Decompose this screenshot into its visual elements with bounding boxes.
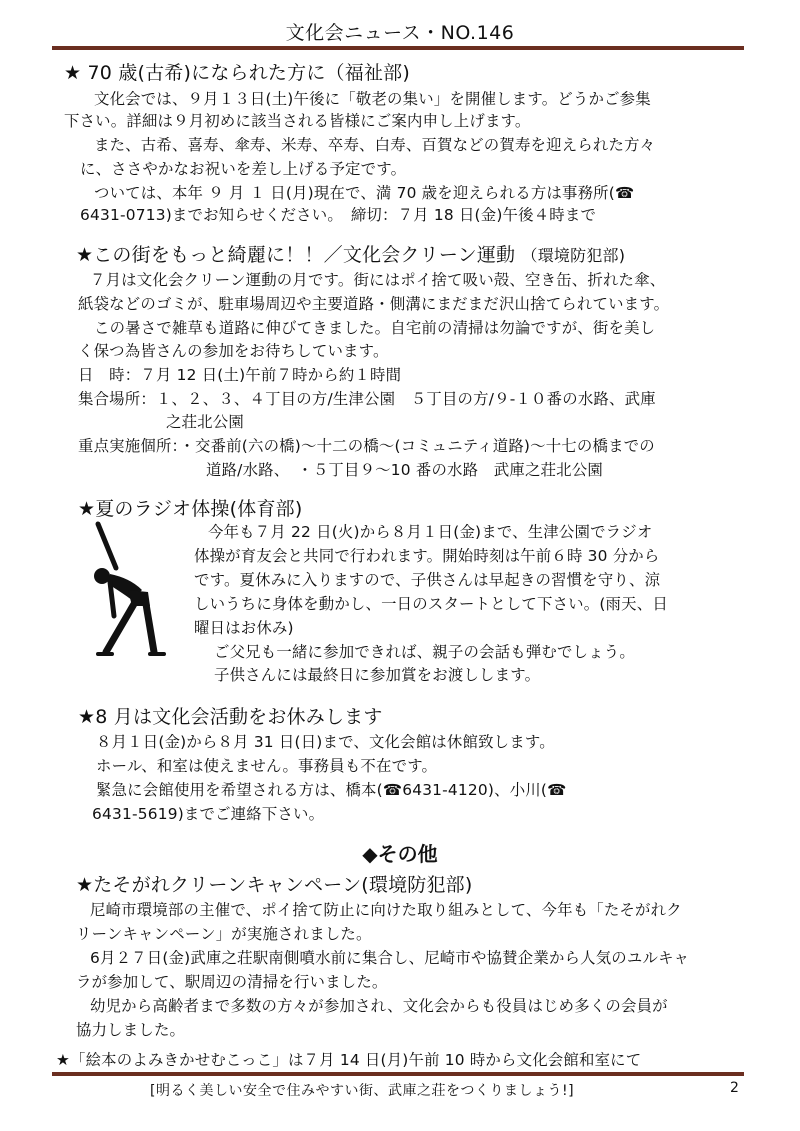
text-line: ７月は文化会クリーン運動の月です。街にはポイ捨て吸い殻、空き缶、折れた傘、 <box>90 271 666 289</box>
footer-motto: [明るく美しい安全で住みやすい街、武庫之荘をつくりましょう!] <box>150 1083 575 1099</box>
section-clean-dept: （環境防犯部) <box>521 246 626 265</box>
text-line: です。夏休みに入りますので、子供さんは早起きの習慣を守り、涼 <box>194 571 661 589</box>
text-line: 6月２７日(金)武庫之荘駅南側噴水前に集合し、尼崎市や協賛企業から人気のユルキャ <box>90 949 690 967</box>
other-heading: ◆その他 <box>362 842 438 866</box>
exercise-figure-icon <box>70 520 170 658</box>
footer-divider <box>52 1072 744 1076</box>
text-line: 緊急に会館使用を希望される方は、橋本(☎6431-4120)、小川(☎ <box>96 781 567 799</box>
text-line: 体操が育友会と共同で行われます。開始時刻は午前６時 30 分から <box>194 547 660 565</box>
text-line: 今年も７月 22 日(火)から８月１日(金)まで、生津公園でラジオ <box>208 523 653 541</box>
text-line: に、ささやかなお祝いを差し上げる予定です。 <box>80 160 407 178</box>
text-line: 6431-5619)までご連絡下さい。 <box>92 805 325 823</box>
text-line: 文化会では、９月１３日(土)午後に「敬老の集い」を開催します。どうかご参集 <box>94 90 651 108</box>
section-clean-title-text: ★この街をもっと綺麗に！！／文化会クリーン運動 <box>76 244 516 266</box>
page-number: 2 <box>730 1080 739 1096</box>
text-line: 重点実施個所：・交番前(六の橋)～十二の橋～(コミュニティ道路)～十七の橋までの <box>78 437 655 455</box>
text-line: 協力しました。 <box>76 1021 186 1039</box>
text-line: この暑さで雑草も道路に伸びてきました。自宅前の清掃は勿論ですが、街を美し <box>94 319 656 337</box>
text-line: ご父兄も一緒に参加できれば、親子の会話も弾むでしょう。 <box>214 643 635 661</box>
text-line: 下さい。詳細は９月初めに該当される皆様にご案内申し上げます。 <box>64 112 531 130</box>
text-line: また、古希、喜寿、傘寿、米寿、卒寿、白寿、百賀などの賀寿を迎えられた方々 <box>94 136 656 154</box>
text-line: ホール、和室は使えません。事務員も不在です。 <box>96 757 438 775</box>
text-line: ８月１日(金)から８月 31 日(日)まで、文化会館は休館致します。 <box>96 733 555 751</box>
text-line: く保つ為皆さんの参加をお待ちしています。 <box>78 342 389 360</box>
text-line: 子供さんには最終日に参加賞をお渡しします。 <box>214 666 541 684</box>
text-line: 幼児から高齢者まで多数の方々が参加され、文化会からも役員はじめ多くの会員が <box>90 997 668 1015</box>
text-line: 6431-0713)までお知らせください。 締切：７月 18 日(金)午後４時まで <box>80 206 597 224</box>
ehon-notice: ★「絵本のよみきかせむこっこ」は７月 14 日(月)午前 10 時から文化会館和室にて <box>56 1051 642 1069</box>
text-line: 道路/水路、 ・５丁目９～10 番の水路 武庫之荘北公園 <box>206 461 603 479</box>
text-line: ついては、本年 ９ 月 １ 日(月)現在で、満 70 歳を迎えられる方は事務所(☎ <box>94 184 635 202</box>
text-line: しいうちに身体を動かし、一日のスタートとして下さい。(雨天、日 <box>194 595 668 613</box>
section-radio-title: ★夏のラジオ体操(体育部) <box>78 498 303 520</box>
section-clean-title <box>76 240 625 267</box>
section-holiday-title: ★8 月は文化会活動をお休みします <box>78 706 383 728</box>
text-line: ラが参加して、駅周辺の清掃を行いました。 <box>76 973 388 991</box>
text-line: 之荘北公園 <box>166 413 244 431</box>
text-line: 集合場所：１、２、３、４丁目の方/生津公園 ５丁目の方/９-１０番の水路、武庫 <box>78 390 656 408</box>
section-twilight-title: ★たそがれクリーンキャンペーン(環境防犯部) <box>76 874 473 896</box>
text-line: 日 時：７月 12 日(土)午前７時から約１時間 <box>78 366 402 384</box>
section-keiro-title: ★ 70 歳(古希)になられた方に（福祉部) <box>64 62 410 84</box>
header-divider <box>52 46 744 50</box>
text-line: 尼崎市環境部の主催で、ポイ捨て防止に向けた取り組みとして、今年も「たそがれク <box>90 901 682 919</box>
text-line: 紙袋などのゴミが、駐車場周辺や主要道路・側溝にまだまだ沢山捨てられています。 <box>78 295 670 313</box>
newsletter-title: 文化会ニュース・NO.146 <box>285 22 515 44</box>
text-line: リーンキャンペーン」が実施されました。 <box>76 925 372 943</box>
text-line: 曜日はお休み) <box>194 619 294 637</box>
